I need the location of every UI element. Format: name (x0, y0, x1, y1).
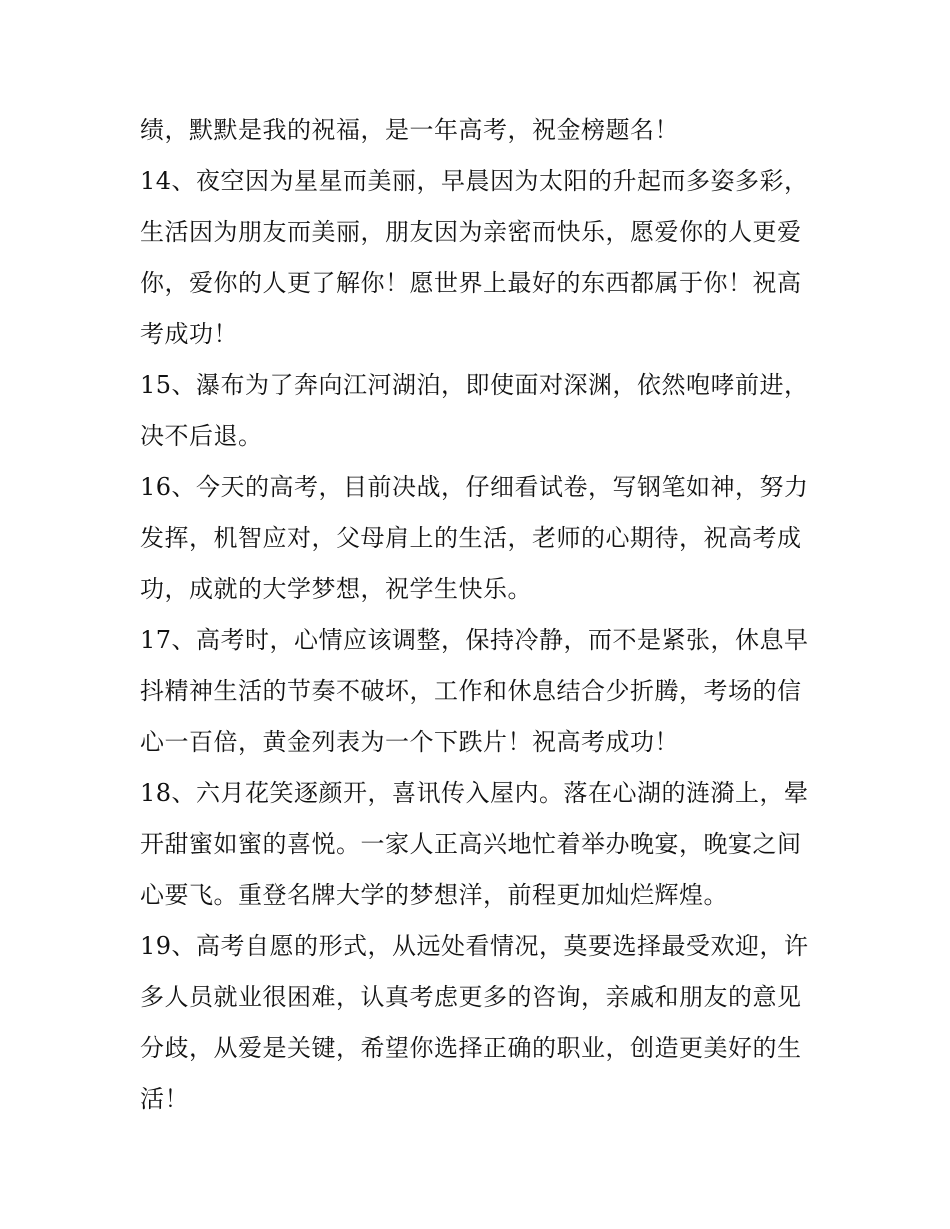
text-line: 功，成就的大学梦想，祝学生快乐。 (140, 575, 532, 603)
text-line: 开甜蜜如蜜的喜悦。一家人正高兴地忙着举办晚宴，晚宴之间 (140, 830, 802, 858)
text-line: 生活因为朋友而美丽，朋友因为亲密而快乐，愿爱你的人更爱 (140, 218, 802, 246)
text-line: 14、夜空因为星星而美丽，早晨因为太阳的升起而多姿多彩， (140, 167, 809, 195)
text-line: 心一百倍，黄金列表为一个下跌片！祝高考成功！ (140, 728, 679, 756)
text-line: 18、六月花笑逐颜开，喜讯传入屋内。落在心湖的涟漪上，晕 (140, 779, 809, 807)
text-line: 考成功！ (140, 320, 238, 348)
text-line: 你，爱你的人更了解你！愿世界上最好的东西都属于你！祝高 (140, 269, 802, 297)
text-line: 发挥，机智应对，父母肩上的生活，老师的心期待，祝高考成 (140, 524, 802, 552)
text-line: 多人员就业很困难，认真考虑更多的咨询，亲戚和朋友的意见 (140, 983, 802, 1011)
text-line: 17、高考时，心情应该调整，保持冷静，而不是紧张，休息早 (140, 626, 809, 654)
text-line: 16、今天的高考，目前决战，仔细看试卷，写钢笔如神，努力 (140, 473, 809, 501)
text-line: 分歧，从爱是关键，希望你选择正确的职业，创造更美好的生 (140, 1034, 802, 1062)
text-line: 抖精神生活的节奏不破坏，工作和休息结合少折腾，考场的信 (140, 677, 802, 705)
text-line: 心要飞。重登名牌大学的梦想洋，前程更加灿烂辉煌。 (140, 881, 728, 909)
text-line: 绩，默默是我的祝福，是一年高考，祝金榜题名！ (140, 116, 679, 144)
text-line: 19、高考自愿的形式，从远处看情况，莫要选择最受欢迎，许 (140, 932, 809, 960)
text-line: 15、瀑布为了奔向江河湖泊，即使面对深渊，依然咆哮前进， (140, 371, 809, 399)
text-line: 活！ (140, 1085, 189, 1113)
text-line: 决不后退。 (140, 422, 263, 450)
document-body (140, 105, 820, 1125)
